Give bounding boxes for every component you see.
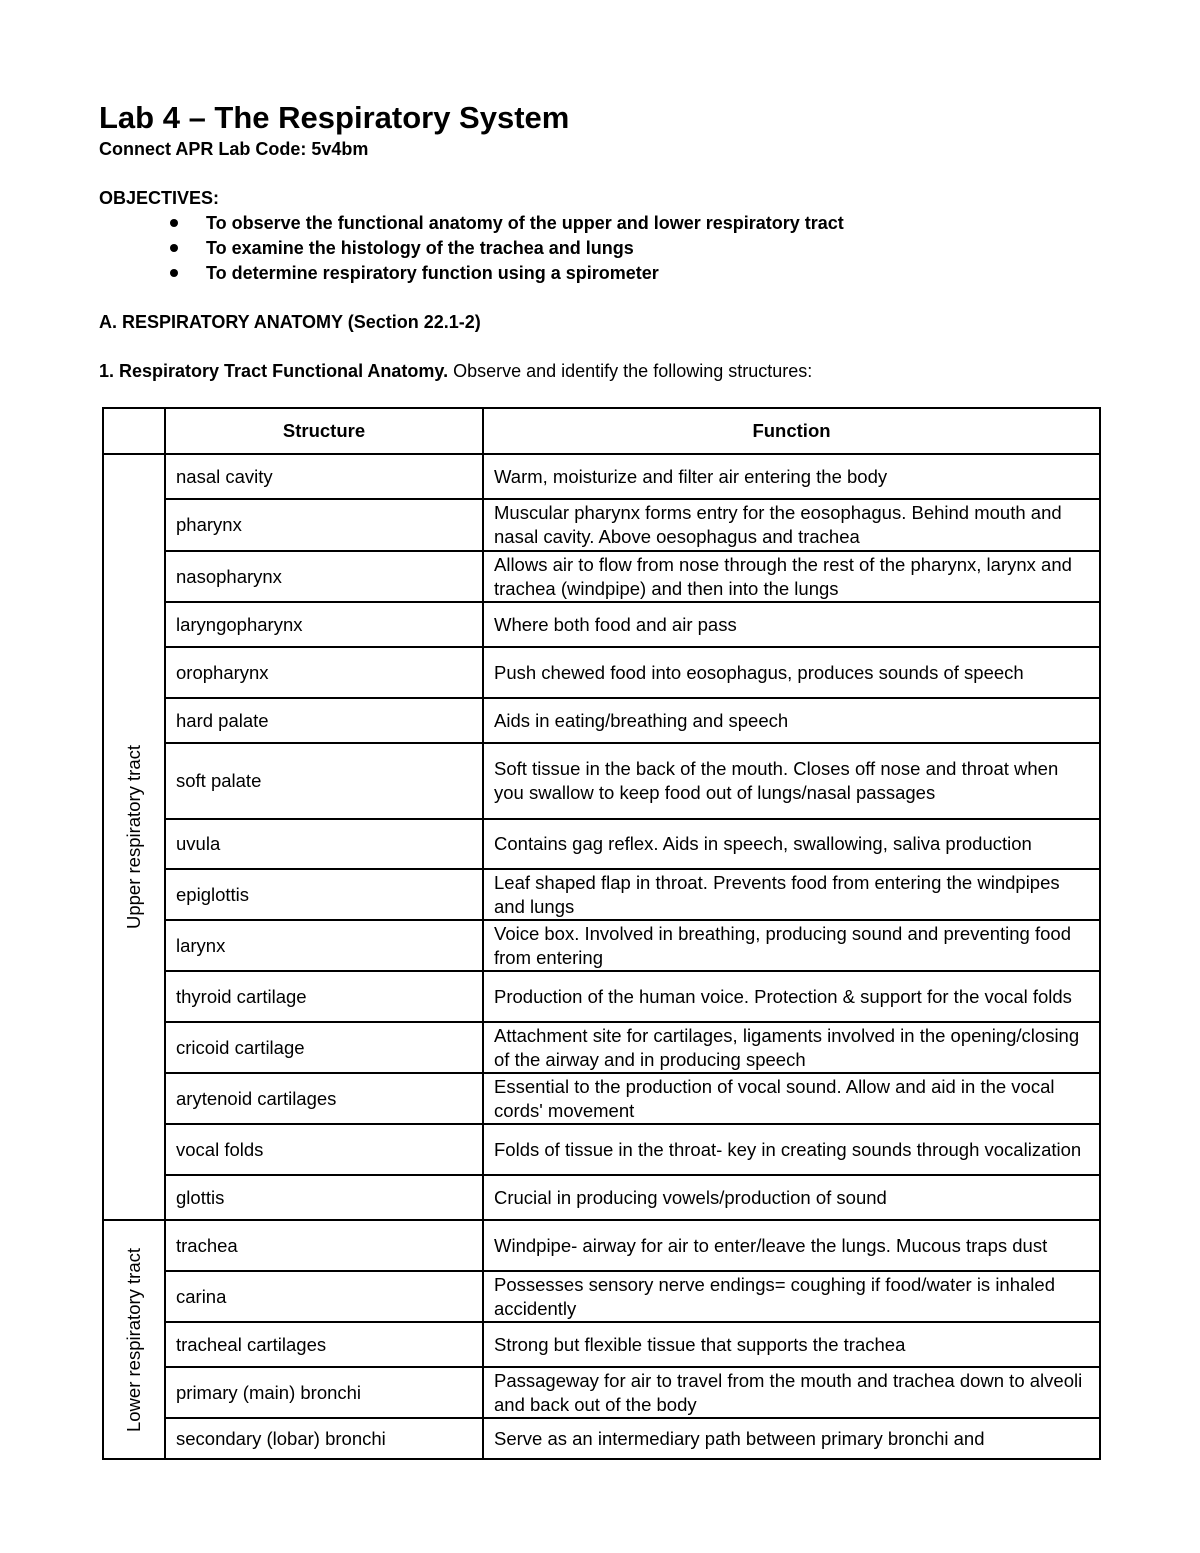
- structure-cell: oropharynx: [165, 647, 483, 698]
- structure-cell: nasopharynx: [165, 551, 483, 602]
- structure-cell: thyroid cartilage: [165, 971, 483, 1022]
- intro-text: Observe and identify the following structures:: [448, 361, 813, 381]
- function-cell: Contains gag reflex. Aids in speech, swallowing, saliva production: [483, 819, 1100, 869]
- section-heading: A. RESPIRATORY ANATOMY (Section 22.1-2): [99, 312, 481, 332]
- structure-cell: larynx: [165, 920, 483, 971]
- structure-cell: glottis: [165, 1175, 483, 1220]
- table-row: [103, 1022, 1100, 1073]
- structure-cell: carina: [165, 1271, 483, 1322]
- function-cell: Aids in eating/breathing and speech: [483, 698, 1100, 743]
- objective-item: [170, 237, 844, 262]
- objective-item: [170, 212, 844, 237]
- function-cell: Essential to the production of vocal sound. Allow and aid in the vocal cords' movement: [483, 1073, 1100, 1124]
- header-blank: [103, 408, 165, 454]
- table-row: [103, 920, 1100, 971]
- function-cell: Crucial in producing vowels/production of sound: [483, 1175, 1100, 1220]
- function-cell: Where both food and air pass: [483, 602, 1100, 647]
- lab-code: Connect APR Lab Code: 5v4bm: [99, 139, 369, 159]
- table-row: [103, 869, 1100, 920]
- structure-cell: primary (main) bronchi: [165, 1367, 483, 1418]
- function-cell: Push chewed food into eosophagus, produces sounds of speech: [483, 647, 1100, 698]
- structure-cell: trachea: [165, 1220, 483, 1271]
- table-row: [103, 1175, 1100, 1220]
- structure-cell: nasal cavity: [165, 454, 483, 499]
- intro-paragraph: [99, 360, 812, 382]
- function-cell: Possesses sensory nerve endings= coughing if food/water is inhaled accidently: [483, 1271, 1100, 1322]
- table-row: [103, 819, 1100, 869]
- objective-text: To observe the functional anatomy of the upper and lower respiratory tract: [206, 213, 844, 233]
- bullet-icon: [170, 219, 178, 227]
- table-row: [103, 1124, 1100, 1175]
- bullet-icon: [170, 269, 178, 277]
- lower-region-label: Lower respiratory tract: [123, 1247, 144, 1432]
- structure-cell: laryngopharynx: [165, 602, 483, 647]
- lower-region-cell: [103, 1220, 165, 1459]
- table-row: [103, 1322, 1100, 1367]
- objective-text: To determine respiratory function using a spirometer: [206, 263, 659, 283]
- table-row: [103, 499, 1100, 551]
- intro-bold: 1. Respiratory Tract Functional Anatomy.: [99, 361, 449, 381]
- structure-cell: pharynx: [165, 499, 483, 551]
- function-cell: Strong but flexible tissue that supports the trachea: [483, 1322, 1100, 1367]
- function-cell: Folds of tissue in the throat- key in creating sounds through vocalization: [483, 1124, 1100, 1175]
- table-row: [103, 1418, 1100, 1459]
- upper-region-cell: [103, 454, 165, 1220]
- table-row: [103, 602, 1100, 647]
- table-row: [103, 647, 1100, 698]
- function-cell: Voice box. Involved in breathing, producing sound and preventing food from entering: [483, 920, 1100, 971]
- table-header-row: [103, 408, 1100, 454]
- structure-cell: secondary (lobar) bronchi: [165, 1418, 483, 1459]
- table-row: [103, 551, 1100, 602]
- anatomy-table: [102, 407, 1101, 1460]
- function-cell: Passageway for air to travel from the mouth and trachea down to alveoli and back out of the body: [483, 1367, 1100, 1418]
- objectives-list: [170, 212, 844, 287]
- structure-cell: tracheal cartilages: [165, 1322, 483, 1367]
- function-cell: Warm, moisturize and filter air entering the body: [483, 454, 1100, 499]
- function-cell: Leaf shaped flap in throat. Prevents food from entering the windpipes and lungs: [483, 869, 1100, 920]
- objective-text: To examine the histology of the trachea and lungs: [206, 238, 634, 258]
- table-row: [103, 1220, 1100, 1271]
- table-row: [103, 698, 1100, 743]
- objectives-heading: OBJECTIVES:: [99, 188, 220, 208]
- function-cell: Muscular pharynx forms entry for the eosophagus. Behind mouth and nasal cavity. Above oesophagus and trachea: [483, 499, 1100, 551]
- header-structure: Structure: [165, 408, 483, 454]
- page-title: Lab 4 – The Respiratory System: [99, 100, 570, 135]
- function-cell: Production of the human voice. Protection & support for the vocal folds: [483, 971, 1100, 1022]
- header-function: Function: [483, 408, 1100, 454]
- structure-cell: arytenoid cartilages: [165, 1073, 483, 1124]
- structure-cell: vocal folds: [165, 1124, 483, 1175]
- objective-item: [170, 262, 844, 287]
- function-cell: Serve as an intermediary path between primary bronchi and: [483, 1418, 1100, 1459]
- function-cell: Allows air to flow from nose through the rest of the pharynx, larynx and trachea (windpipe) and then into the lungs: [483, 551, 1100, 602]
- structure-cell: soft palate: [165, 743, 483, 819]
- structure-cell: hard palate: [165, 698, 483, 743]
- table-row: [103, 971, 1100, 1022]
- table-row: [103, 743, 1100, 819]
- structure-cell: epiglottis: [165, 869, 483, 920]
- function-cell: Attachment site for cartilages, ligaments involved in the opening/closing of the airway and in producing speech: [483, 1022, 1100, 1073]
- structure-cell: cricoid cartilage: [165, 1022, 483, 1073]
- table-row: [103, 1073, 1100, 1124]
- function-cell: Windpipe- airway for air to enter/leave the lungs. Mucous traps dust: [483, 1220, 1100, 1271]
- upper-region-label: Upper respiratory tract: [123, 744, 144, 930]
- table-row: [103, 454, 1100, 499]
- function-cell: Soft tissue in the back of the mouth. Closes off nose and throat when you swallow to keep food out of lungs/nasal passages: [483, 743, 1100, 819]
- table-row: [103, 1271, 1100, 1322]
- bullet-icon: [170, 244, 178, 252]
- structure-cell: uvula: [165, 819, 483, 869]
- table-row: [103, 1367, 1100, 1418]
